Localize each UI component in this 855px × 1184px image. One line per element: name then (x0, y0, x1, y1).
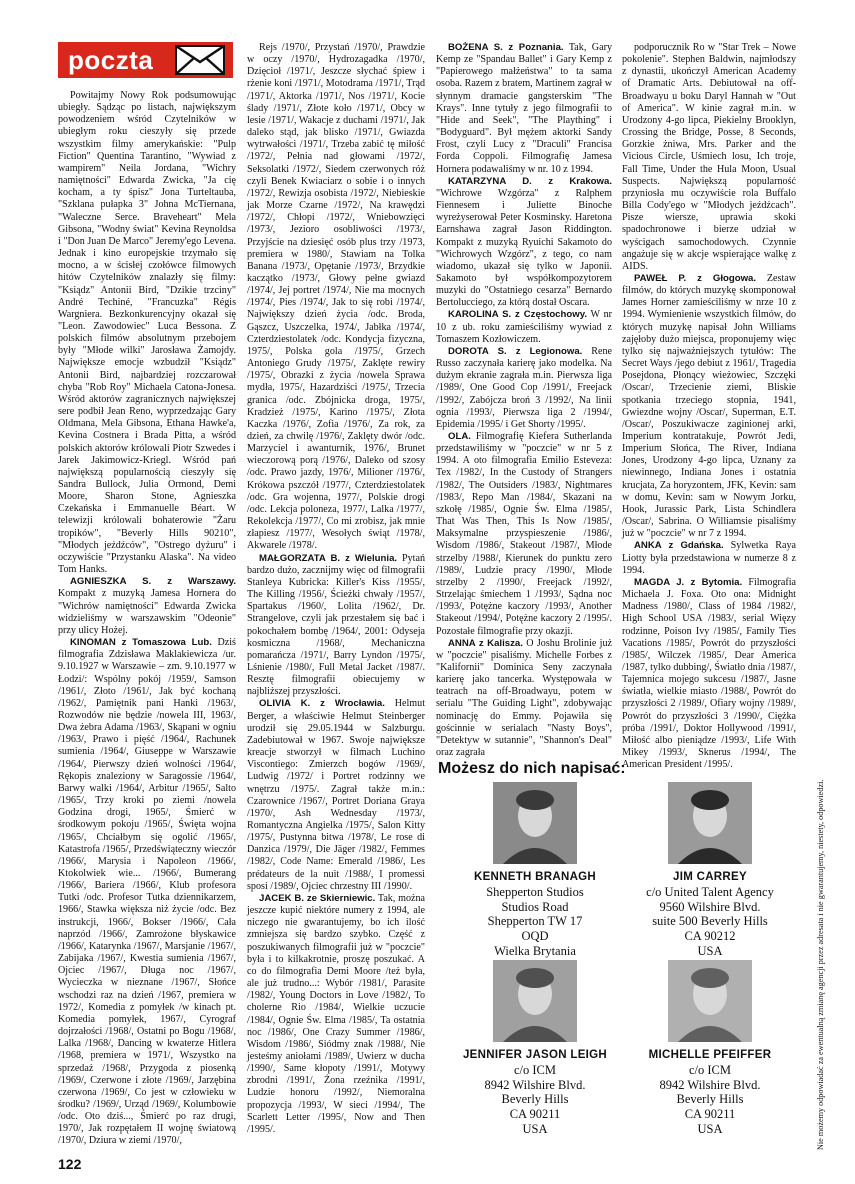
letter-paragraph: ANNA z Kalisza. O Joshu Brolinie już w "poczcie" pisaliśmy. Michelle Forbes z "Kalifornii" Dominica Seny zaczynała karierę jako tancerka. Występowała w teatrach na off-Broadwayu, potem w serialu "The Guiding Light", zdobywając nominację do Emmy. Pojawiła się gościnnie w serialach "Nasty Boys", "Detektyw w sutannie", "Shannon's Deal" oraz zagrała (436, 637, 612, 759)
letter-paragraph: OLA. Filmografię Kiefera Sutherlanda przedstawiliśmy w "poczcie" w nr 5 z 1994. A oto filmografia Emilio Estevezа: Tex /1982/, In the Custody of Strangers /1982/, The Outsiders /1983/, Nightmares /1983/, Repo Man /1984/, Skazani na szkołę /1985/, Ognie Św. Elma /1985/, That Was Then, This Is Now /1985/, Maksymalne przyspieszenie /1986/, Wisdom /1986/, Stakeout /1987/, Młode strzelby /1988/, Kierunek do punktu zero /1989/, Ludzie pracy /1990/, Młode strzelby 2 /1990/, Freejack /1992/, Strzelając śmiechem 1 /1993/, Sądna noc /1993/, Potężne kaczory /1993/, Another Stakeout /1994/, Potężne kaczory 2 /1995/. Pozostałe filmografie przy okazji. (436, 431, 612, 637)
address-line: Beverly Hills (501, 1092, 569, 1107)
letter-paragraph: JACEK B. ze Skierniewic. Tak, można jeszcze kupić niektóre numery z 1994, ale niczego nie gwarantujemy, bo ich ilość zmniejsza się bardzo szybko. Część z poszukiwanych filmografii już w "poczcie" była i to kilkakrotnie, proszę poszukać. A co do filmografia Demi Moore /też była, ale już trudno...: Wybór /1981/, Parasite /1982/, Young Doctors in Love /1982/, To cholerne Rio /1984/, Wielkie uczucie /1984/, Ognie Św. Elma /1985/, Ta ostatnia noc /1986/, One Crazy Summer /1986/, Wisdom /1986/, Siódmy znak /1988/, Nie jesteśmy aniołami /1989/, Uwierz w ducha /1990/, Same kłopoty /1991/, Motywy zbrodni /1991/, Żona rzeźnika /1991/, Ludzie honoru /1992/, Niemoralna propozycja /1993/, W sieci /1994/, The Scarlett Letter /1995/, Now and Then /1995/. (247, 892, 425, 1135)
address-line: suite 500 Beverly Hills (652, 914, 768, 929)
letter-paragraph: MAGDA J. z Bytomia. Filmografia Michaela J. Foxa. Oto ona: Midnight Madness /1980/, Class of 1984 /1982/, High School USA /1983/, serial Więzy rodzinne, Poison Ivy /1985/, Family Ties Vacations /1985/, Powrót do przyszłości /1985/, Wilczek /1985/, Dear America /1987, tylko dubbing/, Światło dnia /1987/, Tajemnica mojego sukcesu /1987/, Jasne światła, wielkie miasto /1988/, Powrót do przyszłości 2 /1989/, Ofiary wojny /1989/, Powrót do przyszłości 3 /1990/, Ciężka próba /1991/, Doktor Hollywood /1991/, Miłość albo pieniądze /1993/, Life With Mikey /1993/, Sknerus /1994/, The American President /1995/. (622, 576, 796, 771)
letter-paragraph: MAŁGORZATA B. z Wielunia. Pytań bardzo dużo, zacznijmy więc od filmografii Stanleya Kubricka: Killer's Kiss /1955/, The Killing /1956/, Ścieżki chwały /1957/, Spartakus /1960/, Lolita /1962/, Dr. Strangelove, czyli jak przestałem się bać i pokochałem bombę /1964/, 2001: Odyseja kosmiczna /1968/, Mechaniczna pomarańcza /1971/, Barry Lyndon /1975/, Lśnienie /1980/, Full Metal Jacket /1987/. Resztę filmografii obiecujemy w najbliższej przyszłości. (247, 552, 426, 698)
jim-carrey-photo (668, 782, 752, 864)
sender-name: KAROLINA S. z Częstochowy. (448, 309, 587, 321)
envelope-icon (175, 45, 225, 75)
address-line: c/o United Talent Agency (646, 884, 774, 899)
address-card (445, 782, 625, 959)
address-line: CA 90211 (684, 1107, 736, 1122)
section-header (58, 42, 233, 78)
addressee-name: JENNIFER JASON LEIGH (462, 1049, 608, 1061)
column-3 (436, 42, 612, 759)
address-line: USA (522, 1121, 548, 1136)
address-line: Beverly Hills (676, 1092, 744, 1107)
address-line: Wielka Brytania (494, 943, 576, 958)
letter-paragraph: OLIVIA K. z Wrocławia. Helmut Berger, a właściwie Helmut Steinberger urodził się 29.05.1944 w Salzburgu. Zadebiutował w 1967. Swoje największe kreacje stworzył w filmach Luchino Viscontiego: Zmierzch bogów /1969/, Ludwig /1972/ i Portret rodzinny we wnętrzu /1975/. Zagrał także m.in.: Czarownice /1967/, Portret Doriana Graya /1970/, Ash Wednesday /1973/, Romantyczna Angielka /1975/, Salon Kitty /1975/, Pustynna bitwa /1978/, Le rose di Danzica /1979/, Die Jäger /1982/, Femmes /1982/, Code Name: Emerald /1986/, Les prédateurs de la nuit /1988/, I promessi sposi /1989/, Ojciec chrzestny III /1990/. (247, 698, 425, 892)
address-line: 8942 Wilshire Blvd. (484, 1077, 586, 1092)
address-line: 9560 Wilshire Blvd. (659, 899, 761, 914)
letter-paragraph: BOŻENA S. z Poznania. Tak, Gary Kemp ze "Spandau Ballet" i Gary Kemp z "Papierowego małżeństwa" to ta sama osoba. Razem z bratem, Martinem zagrał w słynnym dramacie gangsterskim "The Krays". Inne tytuły z jego filmografii to "Hide and Seek", "The Plaything" i "Bodyguard". Był mężem aktorki Sandy Frost, czyli Lucy z "Draculi" Francisa Forda Coppoli. Filmografię Jamesa Hornera podawaliśmy w nr. 10 z 1994. (436, 42, 613, 175)
letter-paragraph: KAROLINA S. z Częstochowy. W nr 10 z ub. roku zamieściliśmy wywiad z Tomaszem Kozłowiczem. (436, 309, 612, 345)
letter-paragraph: Rejs /1970/, Przystań /1970/, Prawdzie w oczy /1970/, Hydrozagadka /1970/, Dzięcioł /1971/, Jeszcze słychać śpiew i rżenie koni /1971/, Motodrama /1971/, Trąd /1971/, Aktorka /1971/, Nos /1971/, Kocie ślady /1971/, Złote koło /1971/, Obcy w lesie /1971/, Wakacje z duchami /1971/, Jak daleko stąd, jak blisko /1971/, Gwiazda wytrwałości /1971/, Trzeba zabić tę miłość /1972/, Pełnia nad głowami /1972/, Seksolatki /1972/, Siedem czerwonych róż czyli Benek Kwiaciarz o sobie i o innych /1972/, Rewizja osobista /1972/, Niebieskie jak Morze Czarne /1972/, Na krawędzi /1972/, Chłopi /1972/, Wniebowzięci /1973/, Jezioro osobliwości /1973/, Przyjście na dziesięć osób plus trzy /1973, premiera w 1980/, Stawiam na Tolka Banana /1973/, Opętanie /1973/, Brzydkie kaczątko /1973/, Głowy pełne gwiazd /1974/, Jej portret /1974/, Nie ma mocnych /1974/, Pies /1974/, Jak to się robi /1974/, Największy dzień życia /odc. Broda, Gąszcz, Uszczelka, 1974/, Jabłka /1974/, Czterdziestolatek /odc. Kondycja fizyczna, 1975/, Polska gola /1975/, Grzech Antoniego Grudy /1975/, Zaklęte rewiry /1975/, Obrazki z życia /nowela Sprawa mydła, 1975/, Hazardziści /1975/, Trzecia granica /odc. Zbójnicka droga, 1975/, Kradzież /1975/, Karino /1975/, Złota Kaczka /1976/, Zofia /1976/, Za rok, za dzień, za chwilę /1976/, Zaklęty dwór /odc. Marzyciel i awanturnik, 1976/, Brunet wieczorową porą /1976/, Daleko od szosy /odc. Prawo jazdy, 1976/, Milioner /1976/, Krókowa pszczół /1977/, Czterdziestolatek /odc. Gra wojenna, 1977/, Polskie drogi /odc. Lekcja poloneza, 1977/, Lalka /1977/, Rekolekcja /1977/, Co mi zrobisz, jak mnie złapiesz /1977/, Wesołych świąt /1978/, Akwarele /1978/. (247, 42, 425, 552)
sender-name: OLA. (448, 431, 471, 442)
address-card (620, 960, 800, 1137)
address-line: 8942 Wilshire Blvd. (659, 1077, 761, 1092)
section-title: poczta (68, 44, 154, 75)
letter-paragraph: PAWEŁ P. z Głogowa. Zestaw filmów, do których muzykę skomponował James Horner zamieściliśmy w nrze 10 z 1994. Wymienienie wszystkich filmów, do których muzykę napisał John Williams zajęłoby dużo miejsca, proponujemy więc tylko się najważniejszych tytułów: The Secret Ways /jego debiut z 1961/, Tragedia Posejdona, Płonący wieżowiec, Szczęki /Oscar/, Trzecienie ziemi, Bliskie spotkania trzeciego stopnia, 1941, Gwiezdne wojny /Oscar/, Superman, E.T. /Oscar/, Poszukiwacze zaginionej arki, Imperium kontratakuje, Powrót Jedi, Imperium Słońca, The River, Indiana Jones, Urodzony 4-go lipca, Uznany za niewinnego, Indiana Jones i ostatnia krucjata, Za horyzontem, JFK, Kevin: sam w domu, Kevin: sam w Nowym Jorku, Hook, Jurassic Park, Lista Schindlera /Oscar/, Sabrina. O Williamsie pisaliśmy już w "poczcie" w nr 7 z 1994. (622, 272, 796, 540)
column-2 (247, 42, 425, 1136)
address-line: Studios Road (501, 899, 569, 914)
sender-name: MAGDA J. z Bytomia. (634, 576, 743, 588)
address-line: CA 90211 (509, 1107, 561, 1122)
letter-paragraph: KINOMAN z Tomaszowa Lub. Dziś filmografia Zdzisława Maklakiewicza /ur. 9.10.1927 w Warszawie – zm. 9.10.1977 w Łodzi/: Wspólny pokój /1959/, Samson /1961/, Złoto /1961/, Jak być kochaną /1962/, Pamiętnik pani Hanki /1963/, Rozwodów nie będzie /nowela III, 1963/, Dwa żebra Adama /1963/, Skąpani w ogniu /1963/, Prawo i pięść /1964/, Rachunek sumienia /1964/, Giuseppe w Warszawie /1964/, Pierwszy dzień wolności /1964/, Rękopis znaleziony w Saragossie /1964/, Barwy walki /1964/, Arbitur /1965/, Salto /1965/, Trzy kroki po ziemi /nowela Godzina drogi, 1965/, Śmierć w środkowym pokoju /1965/, Święta wojna /1965/, Chciałbym się ogolić /1965/, Katastrofa /1965/, Przedświąteczny wieczór /1966/, Marysia i Napoleon /1966/, Ktokolwiek wie... /1966/, Bumerang /1966/, Bariera /1966/, Klub profesora Tutki /odc. Profesor Tutka dziennikarzem, 1966/, Stawka większa niż życie /odc. Bez instrukcji, 1966/, Bokser /1966/, Cała naprzód /1966/, Zamrożone błyskawice /1966/, Katarynka /1967/, Marsjanie /1967/, Zabijaka /1967/, Kwestia sumienia /1967/, Ojciec /1967/, Długa noc /1967/, Wycieczka w nieznane /1967/, Słońce wschodzi raz na dzień /1967, premiera w 1972/, Komedia z pomyłek /w kinach pt. Komedia pomyłek, 1967/, Cyrograf dojrzałości /1968/, Ostatni po Bogu /1968/, Lalka /1968/, Dancing w kwaterze Hitlera /1968, premiera w 1971/, Wszystko na sprzedaż /1968/, Przygoda z piosenką /1969/, Czerwone i złote /1969/, Jarzębina czerwona /1969/, Co jest w człowieku w środku? /1969/, Urząd /1969/, Kolumbowie /odc. Oto dziś..., Śmierć po raz drugi, 1970/, Jak rozpętałem II wojnę światową /1970/, Dziura w ziemi /1970/, (58, 637, 236, 1147)
jennifer-jason-leigh-photo (493, 960, 577, 1042)
sender-name: BOŻENA S. z Poznania. (448, 42, 564, 53)
sender-name: MAŁGORZATA B. z Wielunia. (259, 552, 398, 564)
addressee-name: JIM CARREY (673, 871, 747, 883)
letter-paragraph: Powitajmy Nowy Rok podsumowując ubiegły. Sądząc po listach, największym powodzeniem wśród Czytelników w ubiegłym roku cieszyły się przede wszystkim filmy amerykańskie: "Pulp Fiction" Quentina Tarantino, "Wywiad z wampirem" Neila Jordana, "Wichry namiętności" Edwarda Zwicka, "Ja cię kocham, a ty śpisz" Jona Turteltauba, "Szklana pułapka 3" Johna McTiernana, "Waleczne Serce. Braveheart" Mela Gibsona, "Wodny świat" Kevina Reynoldsa i "Don Juan De Marco" Jeremy'ego Levena. Jednak i kino europejskie trzymało się mocno, a w ścisłej czołówce filmowych hitów Czytelników znalazły się filmy: "Ksiądz" Antonii Bird, "Dzikie trzciny" André Techiné, "Francuzka" Régis Wargniera. Bezkonkurencyjny okazał się "Leon. Zawodowiec" Luca Bessona. Z polskich filmów absolutnym przebojem były "Młode wilki" Jarosława Żamojdy. Największe emocje wzbudził "Ksiądz" Antonii Bird, najbardziej rozczarował chyba "Rob Roy" Michaela Catona-Jonesa. Wśród aktorów zagranicznych największej sere podbił Jean Reno, wyprzedzając Gary Oldmana, Mela Gibsona, Ethana Hawke'a, Kevina Costnera i Brada Pitta, a wśród polskich aktorów królowali Piotr Szwedes i Jarek Jakimowicz-Kriegl. Wśród pań największą popularnością cieszyły się Sandra Bullock, Julia Ormond, Demi Moore, Sharon Stone, Agnieszka Czekańska i Emmanuelle Béart. W telewizji królowali bohaterowie "Żaru tropików", "Beverly Hills 90210", "Młodych jeźdźców", "Ostrego dyżuru" i oczywiście "Przystanku Alaska". Na video Tom Hanks. (58, 90, 236, 576)
address-line: USA (697, 1121, 723, 1136)
sender-name: JACEK B. ze Skierniewic. (259, 892, 376, 904)
sender-name: OLIVIA K. z Wrocławia. (259, 698, 385, 710)
addressee-name: MICHELLE PFEIFFER (648, 1049, 772, 1061)
letter-paragraph: AGNIESZKA S. z Warszawy. Kompakt z muzyką Jamesa Hornera do "Wichrów namiętności" Edwarda Zwicka widzieliśmy w warszawskim "Odeonie" przy ulicy Hożej. (58, 576, 236, 636)
address-line: CA 90212 (684, 929, 736, 944)
sender-name: AGNIESZKA S. z Warszawy. (70, 576, 236, 588)
column-4 (622, 42, 796, 771)
address-card (620, 782, 800, 959)
disclaimer-text: Nie możemy odpowiadać za ewentualną zmianę agencji przez adresata i nie gwarantujemy, niestety, odpowiedzi. (816, 779, 825, 1150)
sender-name: KATARZYNA D. z Krakowa. (448, 175, 612, 187)
kenneth-branagh-photo (493, 782, 577, 864)
letter-paragraph: podporucznik Ro w "Star Trek – Nowe pokolenie". Stephen Baldwin, najmłodszy z dynastii, ukończył American Academy of Dramatic Arts. Debiutował na off-Broadwayu u boku Daryl Hannah w "Out of America". W kinie zagrał m.in. w Urodzony 4-go lipca, Piekielny Brooklyn, Crossing the Bridge, Posse, 8 Seconds, Gorzkie żniwa, Mrs. Parker and the Vicious Circle, Uśmiech losu, Ich troje, Fall Time, Under the Hula Moon, Usual Suspects. Największą popularność przyniosła mu oczywiście rola Buffalo Billa Cody'ego w "Młodych jeźdźcach". Pisze wiersze, uprawia skoki spadochronowe i bierze udział w wyścigach samochodowych. Czynnie angażuje się w akcje wspierające walkę z AIDS. (622, 42, 796, 272)
address-line: c/o ICM (688, 1062, 731, 1077)
address-line: c/o ICM (513, 1062, 556, 1077)
disclaimer-note (806, 770, 825, 1150)
addressee-name: KENNETH BRANAGH (473, 871, 597, 883)
addresses-heading: Możesz do nich napisać: (438, 760, 626, 777)
letter-paragraph: KATARZYNA D. z Krakowa. "Wichrowe Wzgórza" z Ralphem Fiennesem i Juliette Binoche wyreżyserował Peter Kosminsky. Haretona Earnshawa zagrał Jason Riddington. Kompakt z muzyką Ryuichi Sakamoto do "Wichrowych Wzgórz", z tego, co nam wiadomo, ukazał się tylko w Japonii. Sakamoto był współkompozytorem muzyki do "Ostatniego cesarza" Bernardo Bertolucciego, za którą dostał Oscara. (436, 175, 612, 309)
michelle-pfeiffer-photo (668, 960, 752, 1042)
sender-name: DOROTA S. z Legionowa. (448, 345, 583, 357)
sender-name: PAWEŁ P. z Głogowa. (634, 272, 757, 284)
sender-name: ANKA z Gdańska. (634, 540, 724, 552)
address-line: OQD (521, 929, 549, 944)
sender-name: ANNA z Kalisza. (448, 637, 523, 649)
address-card (445, 960, 625, 1137)
page-number: 122 (58, 1156, 82, 1172)
letter-paragraph: ANKA z Gdańska. Sylwetka Raya Liotty była przedstawiona w numerze 8 z 1994. (622, 540, 796, 576)
address-line: Shepperton TW 17 (487, 914, 583, 929)
column-1 (58, 90, 236, 1148)
letter-paragraph: DOROTA S. z Legionowa. Rene Russo zaczynała karierę jako modelka. Na dużym ekranie zagrała m.in. Pierwsza liga /1989/, One Good Cop /1991/, Freejack /1992/, Zabójcza broń 3 /1992/, Na linii ognia /1993/, Pierwsza liga 2 /1994/, Epidemia /1995/ i Get Shorty /1995/. (436, 345, 613, 430)
address-line: Shepperton Studios (486, 884, 584, 899)
address-line: USA (697, 943, 723, 958)
addresses-box (436, 760, 796, 784)
sender-name: KINOMAN z Tomaszowa Lub. (70, 637, 212, 649)
